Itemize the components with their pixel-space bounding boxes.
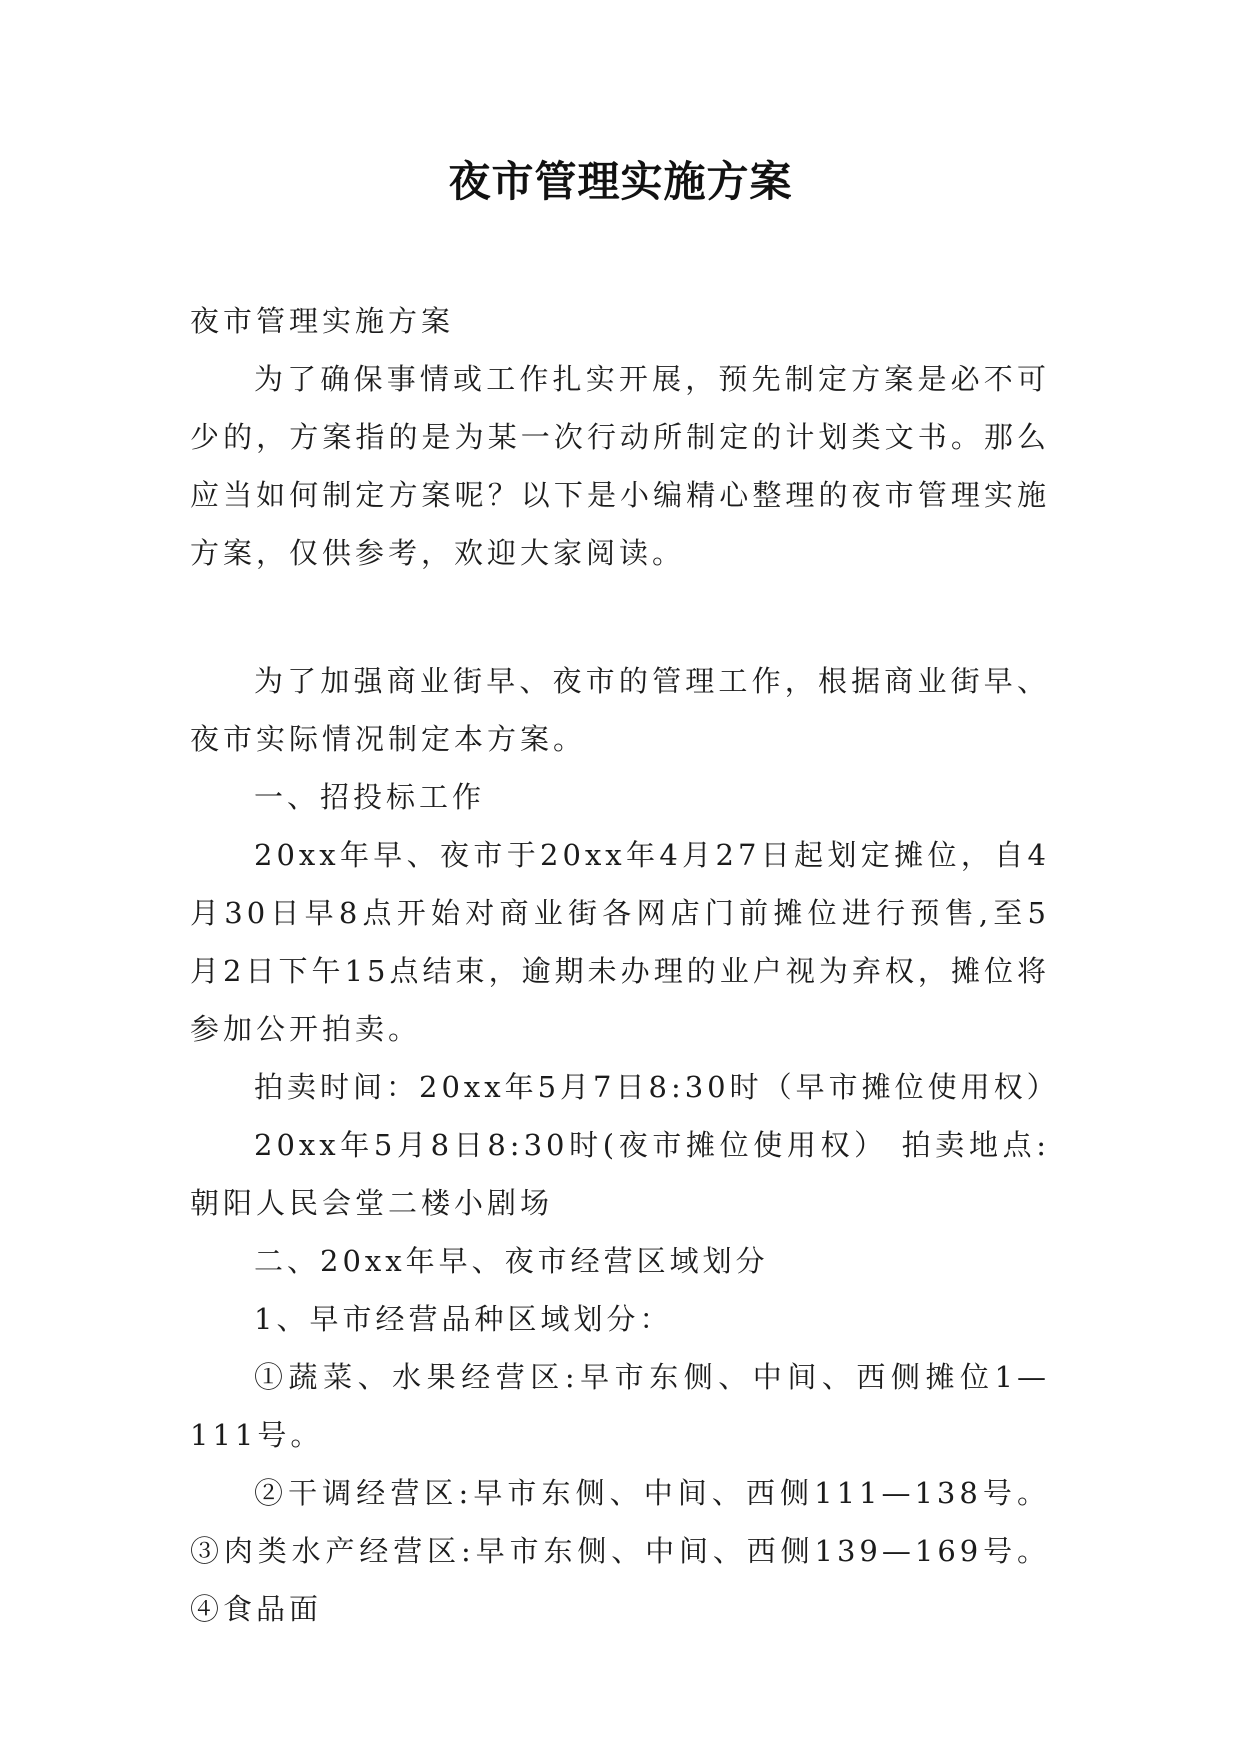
auction-time-line: 拍卖时间：20xx年5月7日8:30时（早市摊位使用权） — [254, 1070, 1060, 1104]
purpose-paragraph: 为了加强商业街早、夜市的管理工作，根据商业街早、夜市实际情况制定本方案。 — [190, 664, 1050, 756]
document-title: 夜市管理实施方案 — [448, 157, 793, 206]
zone-item-vegetables: ①蔬菜、水果经营区:早市东侧、中间、西侧摊位1—111号。 — [190, 1360, 1050, 1452]
subtitle-line: 夜市管理实施方案 — [190, 304, 455, 338]
section-heading-2: 二、20xx年早、夜市经营区域划分 — [254, 1244, 769, 1278]
section-heading-1: 一、招投标工作 — [254, 780, 486, 814]
intro-paragraph: 为了确保事情或工作扎实开展，预先制定方案是必不可少的，方案指的是为某一次行动所制定的计划类文书。那么应当如何制定方案呢？以下是小编精心整理的夜市管理实施方案，仅供参考，欢迎大家阅读。 — [190, 362, 1050, 570]
auction-place-paragraph: 20xx年5月8日8:30时(夜市摊位使用权） 拍卖地点:朝阳人民会堂二楼小剧场 — [190, 1128, 1050, 1220]
document-body — [190, 292, 1060, 1638]
subsection-heading-1: 1、早市经营品种区域划分： — [254, 1302, 673, 1336]
bidding-paragraph: 20xx年早、夜市于20xx年4月27日起划定摊位，自4月30日早8点开始对商业街各网店门前摊位进行预售,至5月2日下午15点结束，逾期未办理的业户视为弃权，摊位将参加公开拍卖。 — [190, 838, 1050, 1046]
zone-item-dry-goods: ②干调经营区:早市东侧、中间、西侧111—138号。③肉类水产经营区:早市东侧、中间、西侧139—169号。④食品面 — [190, 1476, 1050, 1626]
paragraph-spacer — [190, 582, 1050, 652]
